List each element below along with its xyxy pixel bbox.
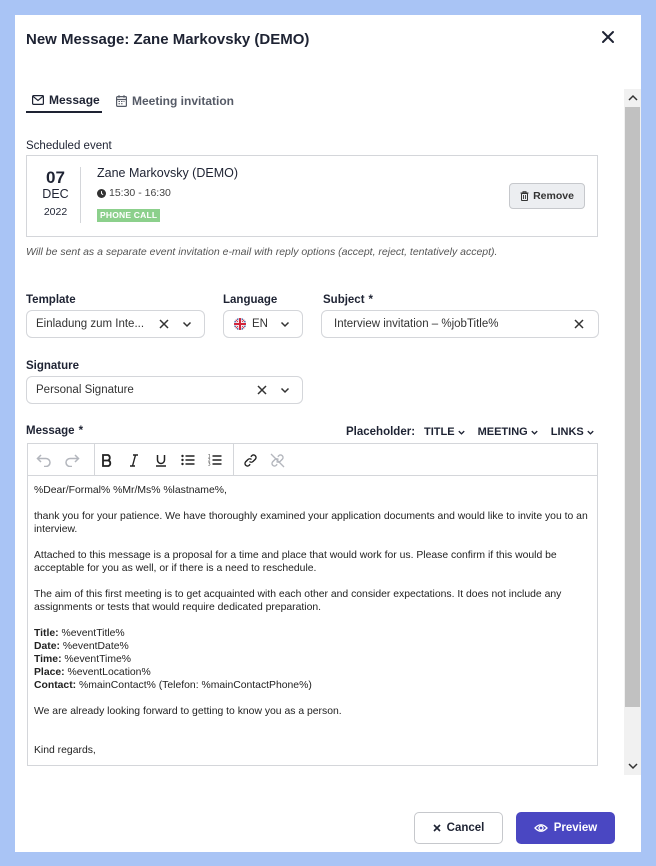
- close-icon: [573, 318, 585, 330]
- italic-icon: [129, 454, 139, 467]
- event-time: [97, 187, 171, 199]
- detail-value: %eventTitle%: [61, 628, 125, 639]
- redo-icon: [64, 453, 80, 467]
- message-paragraph: The aim of this first meeting is to get acquainted with each other and consider expectations. It does not include any assignments or tests that would require dedicated preparation.: [34, 589, 562, 613]
- subject-value: Interview invitation – %jobTitle%: [334, 318, 499, 330]
- event-year: 2022: [43, 206, 68, 218]
- remove-link-button[interactable]: [267, 450, 287, 470]
- template-label: Template: [26, 294, 76, 306]
- undo-icon: [36, 453, 52, 467]
- undo-button[interactable]: [34, 450, 54, 470]
- toolbar-divider: [94, 444, 95, 475]
- close-button[interactable]: [597, 26, 619, 48]
- link-icon: [243, 453, 258, 468]
- underline-icon: [155, 454, 167, 467]
- event-details-block: [34, 627, 590, 692]
- clear-signature-button[interactable]: [256, 384, 268, 396]
- message-required-mark: *: [78, 425, 84, 437]
- detail-key: Time:: [34, 654, 62, 665]
- scroll-thumb[interactable]: [625, 107, 640, 707]
- placeholder-links-menu[interactable]: [551, 426, 595, 438]
- signature-label: Signature: [26, 360, 80, 372]
- placeholder-label: Placeholder:: [346, 426, 416, 438]
- underline-button[interactable]: [151, 450, 171, 470]
- chevron-down-icon: [279, 318, 291, 330]
- event-month: DEC: [42, 187, 69, 201]
- remove-event-button[interactable]: [509, 183, 585, 209]
- trash-icon: [520, 191, 529, 201]
- detail-key: Place:: [34, 667, 65, 678]
- chevron-down-icon: [279, 384, 291, 396]
- message-closing-line: We are already looking forward to getting to know you as a person.: [34, 706, 342, 717]
- toolbar-divider: [233, 444, 234, 475]
- template-dropdown-toggle[interactable]: [181, 318, 193, 330]
- detail-row: [34, 640, 590, 653]
- chevron-down-icon: [586, 428, 595, 437]
- clear-template-button[interactable]: [158, 318, 170, 330]
- detail-key: Contact:: [34, 680, 77, 691]
- placeholder-title-label: TITLE: [424, 426, 455, 438]
- envelope-icon: [32, 95, 44, 105]
- detail-row: [34, 653, 590, 666]
- event-type-badge: PHONE CALL: [97, 209, 160, 222]
- detail-value: %eventDate%: [62, 641, 129, 652]
- event-time-text: 15:30 - 16:30: [109, 187, 171, 199]
- scroll-up-button[interactable]: [624, 89, 641, 106]
- svg-text:1: 1: [208, 454, 211, 459]
- tab-meeting-label: Meeting invitation: [132, 94, 234, 108]
- close-icon: [158, 318, 170, 330]
- bullet-list-button[interactable]: [178, 450, 198, 470]
- eye-icon: [534, 823, 548, 833]
- scroll-down-button[interactable]: [624, 758, 641, 775]
- template-value: Einladung zum Inte...: [36, 318, 145, 330]
- subject-input[interactable]: [321, 310, 599, 338]
- remove-button-label: Remove: [533, 190, 574, 202]
- message-label-text: Message: [26, 425, 75, 437]
- subject-required-mark: *: [368, 294, 374, 306]
- clock-icon: [97, 189, 106, 198]
- numbered-list-icon: [208, 454, 222, 466]
- insert-link-button[interactable]: [240, 450, 260, 470]
- clear-subject-button[interactable]: [573, 318, 585, 330]
- italic-button[interactable]: [124, 450, 144, 470]
- signature-dropdown-toggle[interactable]: [279, 384, 291, 396]
- detail-value: %eventTime%: [64, 654, 132, 665]
- signature-select[interactable]: [26, 376, 303, 404]
- uk-flag-icon: [234, 318, 246, 333]
- detail-row: [34, 679, 590, 692]
- message-paragraph: thank you for your patience. We have thoroughly examined your application documents and would like to invite you to an interview.: [34, 511, 588, 535]
- message-signoff: Kind regards,: [34, 745, 96, 756]
- message-body[interactable]: [34, 484, 590, 770]
- close-icon: [597, 26, 619, 48]
- event-divider: [80, 167, 81, 223]
- detail-row: [34, 666, 590, 679]
- placeholder-links-label: LINKS: [550, 426, 584, 438]
- new-message-dialog: [15, 15, 641, 852]
- subject-label-text: Subject: [323, 294, 365, 306]
- message-label: [26, 425, 83, 437]
- chevron-down-icon: [457, 428, 466, 437]
- detail-row: [34, 627, 590, 640]
- language-label: Language: [223, 294, 278, 306]
- tab-message-label: Message: [49, 93, 100, 107]
- svg-text:2: 2: [208, 457, 211, 463]
- bullet-list-icon: [181, 454, 195, 466]
- detail-key: Date:: [34, 641, 60, 652]
- language-select[interactable]: [223, 310, 303, 338]
- bold-button[interactable]: [97, 450, 117, 470]
- numbered-list-button[interactable]: [205, 450, 225, 470]
- dialog-title: New Message: Zane Markovsky (DEMO): [26, 31, 310, 48]
- message-salutation: %Dear/Formal% %Mr/Ms% %lastname%,: [34, 485, 227, 496]
- calendar-icon: [116, 95, 127, 107]
- message-editor[interactable]: [27, 443, 598, 766]
- cancel-button-label: Cancel: [446, 822, 485, 834]
- language-value: EN: [252, 318, 268, 330]
- scheduled-event-label: Scheduled event: [26, 140, 112, 152]
- bold-icon: [101, 454, 113, 467]
- message-paragraph: Attached to this message is a proposal for a time and place that would work for us. Please confirm if this would be acceptable for you as well, or if there is a need to reschedule.: [34, 550, 557, 574]
- placeholder-bar: [346, 425, 595, 439]
- placeholder-title-menu[interactable]: [424, 426, 466, 438]
- template-select[interactable]: [26, 310, 205, 338]
- event-invitation-note: Will be sent as a separate event invitation e-mail with reply options (accept, reject, tentatively accept).: [26, 246, 498, 258]
- subject-label: [323, 294, 373, 306]
- tab-message[interactable]: [26, 89, 102, 113]
- unlink-icon: [270, 453, 285, 468]
- event-name: Zane Markovsky (DEMO): [97, 166, 238, 180]
- detail-key: Title:: [34, 628, 59, 639]
- tab-meeting-invitation[interactable]: [116, 89, 234, 113]
- preview-button[interactable]: [516, 812, 615, 844]
- chevron-down-icon: [181, 318, 193, 330]
- scrollbar[interactable]: [624, 89, 641, 775]
- svg-text:3: 3: [208, 461, 211, 466]
- placeholder-meeting-menu[interactable]: [478, 426, 539, 438]
- detail-value: %eventLocation%: [67, 667, 151, 678]
- close-icon: [433, 824, 441, 832]
- redo-button[interactable]: [62, 450, 82, 470]
- event-day: 07: [46, 168, 65, 187]
- placeholder-meeting-label: MEETING: [477, 426, 528, 438]
- cancel-button[interactable]: [414, 812, 503, 844]
- editor-toolbar: [28, 444, 597, 476]
- chevron-down-icon: [530, 428, 539, 437]
- detail-value: %mainContact% (Telefon: %mainContactPhone%): [79, 680, 312, 691]
- signature-value: Personal Signature: [36, 384, 134, 396]
- language-dropdown-toggle[interactable]: [279, 318, 291, 330]
- close-icon: [256, 384, 268, 396]
- scheduled-event-card: [26, 155, 598, 237]
- chevron-up-icon: [628, 94, 638, 101]
- chevron-down-icon: [628, 763, 638, 770]
- preview-button-label: Preview: [553, 822, 598, 834]
